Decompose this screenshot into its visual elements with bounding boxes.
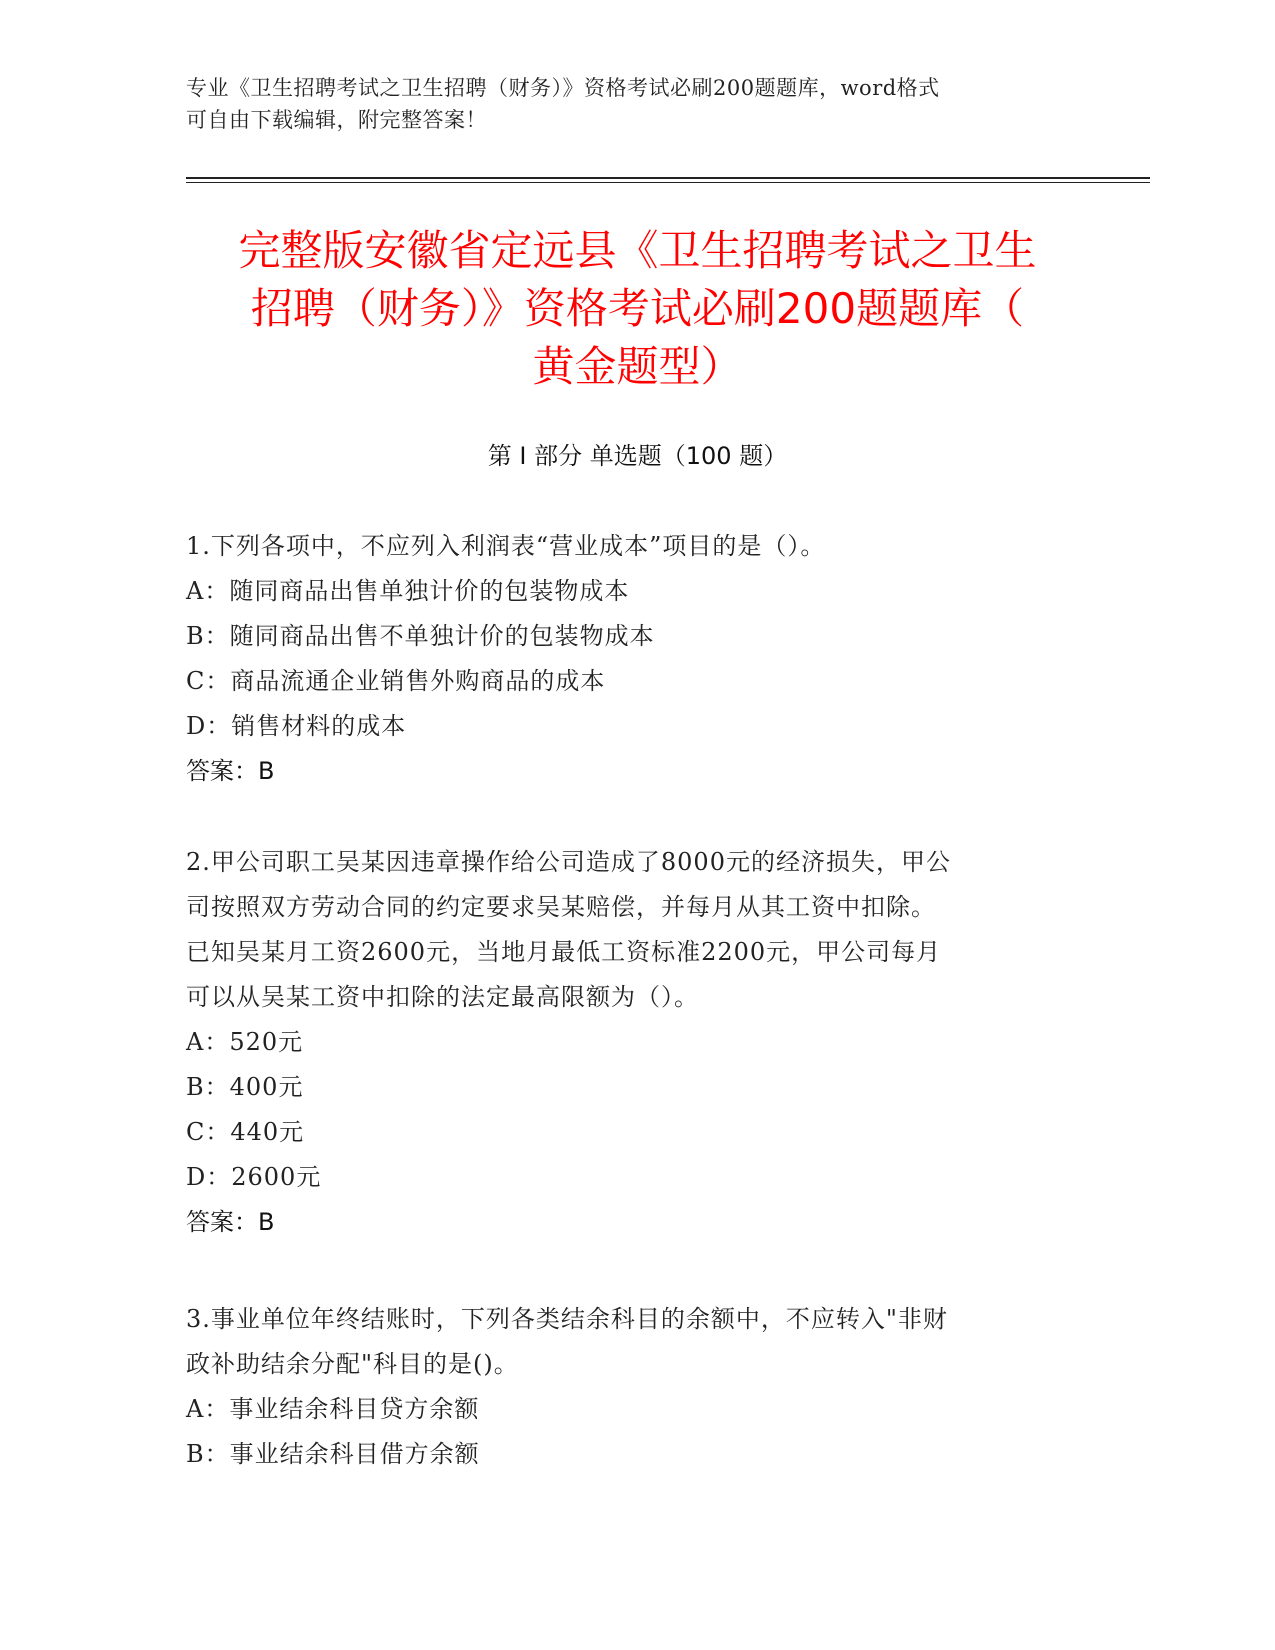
- document-title: [150, 222, 1125, 396]
- answer: 答案：B: [186, 1208, 275, 1236]
- option-a: A：事业结余科目贷方余额: [186, 1395, 480, 1423]
- question-2: [186, 840, 1086, 1245]
- option-b: B：事业结余科目借方余额: [186, 1440, 480, 1468]
- header-note: [186, 72, 1076, 136]
- question-1: [186, 524, 1086, 794]
- question-stem: 2.甲公司职工吴某因违章操作给公司造成了8000元的经济损失，甲公: [186, 848, 951, 876]
- answer: 答案：B: [186, 757, 275, 785]
- header-divider-thin: [186, 182, 1150, 183]
- question-3: [186, 1297, 1086, 1477]
- option-d: D：2600元: [186, 1163, 322, 1191]
- question-stem: 可以从吴某工资中扣除的法定最高限额为（）。: [186, 983, 699, 1011]
- question-stem: 已知吴某月工资2600元，当地月最低工资标准2200元，甲公司每月: [186, 938, 942, 966]
- option-c: C：440元: [186, 1118, 305, 1146]
- header-divider: [186, 177, 1150, 179]
- question-stem: 政补助结余分配"科目的是()。: [186, 1350, 519, 1378]
- document-title-line: 完整版安徽省定远县《卫生招聘考试之卫生: [238, 226, 1037, 275]
- question-stem: 1.下列各项中，不应列入利润表“营业成本”项目的是（）。: [186, 532, 826, 560]
- option-a: A：520元: [186, 1028, 304, 1056]
- option-a: A：随同商品出售单独计价的包装物成本: [186, 577, 630, 605]
- option-d: D：销售材料的成本: [186, 712, 407, 740]
- header-note-line: 可自由下载编辑，附完整答案！: [186, 108, 487, 132]
- question-stem: 司按照双方劳动合同的约定要求吴某赔偿，并每月从其工资中扣除。: [186, 893, 936, 921]
- option-b: B：400元: [186, 1073, 304, 1101]
- document-title-line: 黄金题型）: [532, 342, 743, 391]
- option-c: C：商品流通企业销售外购商品的成本: [186, 667, 606, 695]
- header-note-line: 专业《卫生招聘考试之卫生招聘（财务）》资格考试必刷200题题库，word格式: [186, 76, 940, 100]
- document-title-line: 招聘（财务）》资格考试必刷200题题库（: [250, 284, 1025, 333]
- section-title: 第 I 部分 单选题（100 题）: [487, 442, 788, 470]
- question-stem: 3.事业单位年终结账时，下列各类结余科目的余额中，不应转入"非财: [186, 1305, 948, 1333]
- option-b: B：随同商品出售不单独计价的包装物成本: [186, 622, 655, 650]
